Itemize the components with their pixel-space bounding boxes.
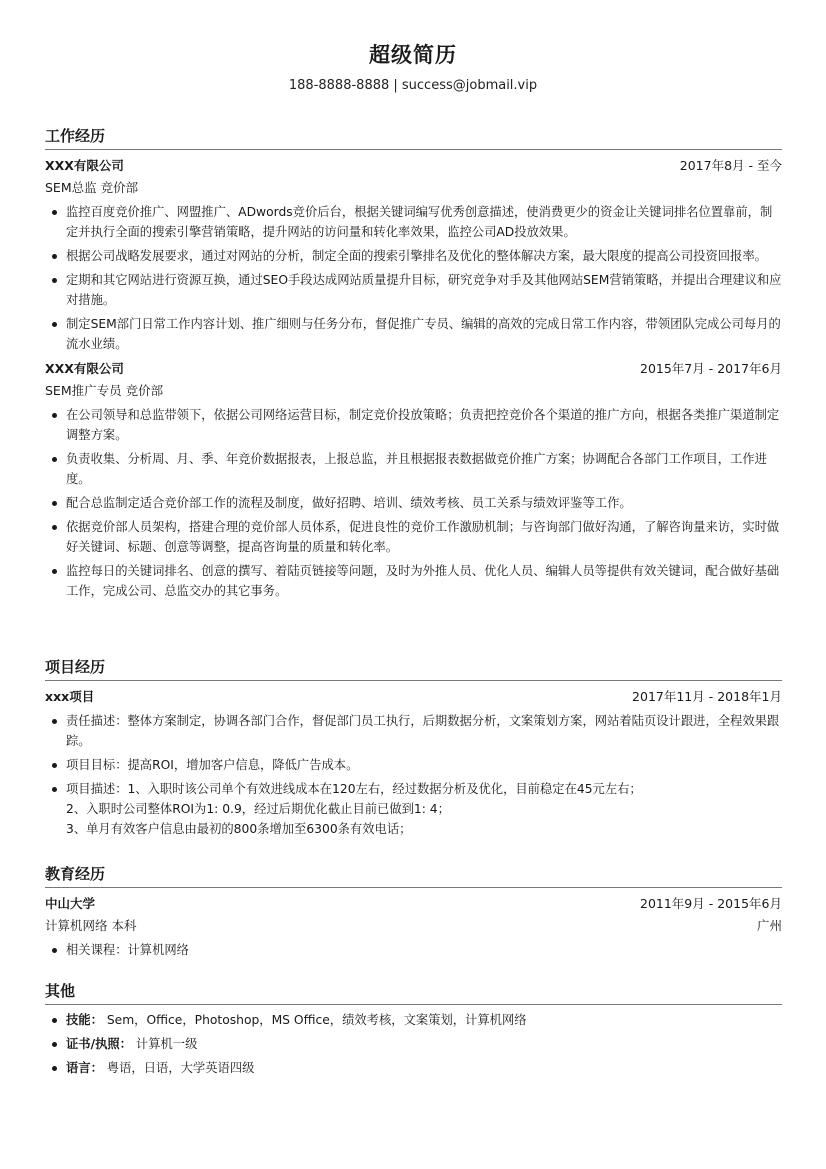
job-company: XXX有限公司 xyxy=(45,361,124,376)
list-item: 根据公司战略发展要求，通过对网站的分析，制定全面的搜索引擎排名及优化的整体解决方案，最大限度的提高公司投资回报率。 xyxy=(45,246,782,266)
job-entry xyxy=(45,358,782,601)
skills-value: Sem，Office，Photoshop，MS Office，绩效考核，文案策划，计算机网络 xyxy=(106,1013,527,1027)
education-section xyxy=(45,864,782,964)
languages-value: 粤语，日语，大学英语四级 xyxy=(106,1061,255,1075)
job-entry xyxy=(45,155,782,354)
skills-item xyxy=(45,1010,782,1030)
project-bullets xyxy=(45,711,782,839)
job-bullets xyxy=(45,405,782,601)
job-company: XXX有限公司 xyxy=(45,158,124,173)
languages-item xyxy=(45,1058,782,1078)
list-item: 负责收集、分析周、月、季、年竞价数据报表，上报总监，并且根据报表数据做竞价推广方案；协调配合各部门工作项目，工作进度。 xyxy=(45,449,782,489)
languages-label: 语言： xyxy=(66,1061,103,1075)
certificates-label: 证书/执照： xyxy=(66,1037,132,1051)
list-item: 相关课程：计算机网络 xyxy=(45,940,782,960)
list-item: 在公司领导和总监带领下，依据公司网络运营目标，制定竞价投放策略；负责把控竞价各个渠道的推广方向，根据各类推广渠道制定调整方案。 xyxy=(45,405,782,445)
project-desc-line: 3、单月有效客户信息由最初的800条增加至6300条有效电话； xyxy=(66,822,412,836)
job-bullets xyxy=(45,202,782,354)
certificates-item xyxy=(45,1034,782,1054)
job-date: 2015年7月 - 2017年6月 xyxy=(640,361,782,376)
education-major: 计算机网络 本科 xyxy=(45,918,137,933)
certificates-value: 计算机一级 xyxy=(135,1037,198,1051)
projects-section-title: 项目经历 xyxy=(45,657,782,681)
project-name: xxx项目 xyxy=(45,689,95,704)
school-name: 中山大学 xyxy=(45,896,96,911)
education-section-title: 教育经历 xyxy=(45,864,782,888)
job-role: SEM推广专员 竞价部 xyxy=(45,383,164,398)
resume-name: 超级简历 xyxy=(369,43,457,67)
list-item: 制定SEM部门日常工作内容计划、推广细则与任务分布，督促推广专员、编辑的高效的完成日常工作内容，带领团队完成公司每月的流水业绩。 xyxy=(45,314,782,354)
project-desc-line: 项目描述：1、入职时该公司单个有效进线成本在120左右，经过数据分析及优化，目前稳定在45元左右； xyxy=(66,782,642,796)
work-section-title: 工作经历 xyxy=(45,126,782,150)
job-role: SEM总监 竞价部 xyxy=(45,180,139,195)
job-date: 2017年8月 - 至今 xyxy=(679,158,782,173)
education-date: 2011年9月 - 2015年6月 xyxy=(640,896,782,911)
education-bullets xyxy=(45,940,782,960)
work-section xyxy=(45,126,782,605)
list-item xyxy=(45,779,782,839)
list-item: 定期和其它网站进行资源互换，通过SEO手段达成网站质量提升目标，研究竞争对手及其他网站SEM营销策略，并提出合理建议和应对措施。 xyxy=(45,270,782,310)
projects-section xyxy=(45,657,782,843)
list-item: 项目目标：提高ROI，增加客户信息，降低广告成本。 xyxy=(45,755,782,775)
other-section xyxy=(45,981,782,1082)
list-item: 监控百度竞价推广、网盟推广、ADwords竞价后台，根据关键词编写优秀创意描述，使消费更少的资金让关键词排名位置靠前，制定并执行全面的搜索引擎营销策略，提升网站的访问量和转化率效果，监控公司AD投放效果。 xyxy=(45,202,782,242)
education-location: 广州 xyxy=(756,918,782,933)
list-item: 监控每日的关键词排名、创意的撰写、着陆页链接等问题，及时为外推人员、优化人员、编辑人员等提供有效关键词，配合做好基础工作，完成公司、总监交办的其它事务。 xyxy=(45,561,782,601)
skills-label: 技能： xyxy=(66,1013,103,1027)
contact-info: 188-8888-8888 | success@jobmail.vip xyxy=(288,78,538,93)
other-section-title: 其他 xyxy=(45,981,782,1005)
project-date: 2017年11月 - 2018年1月 xyxy=(632,689,782,704)
other-bullets xyxy=(45,1010,782,1078)
list-item: 依据竞价部人员架构，搭建合理的竞价部人员体系，促进良性的竞价工作激励机制；与咨询部门做好沟通，了解咨询量来访，实时做好关键词、标题、创意等调整，提高咨询量的质量和转化率。 xyxy=(45,517,782,557)
list-item: 配合总监制定适合竞价部工作的流程及制度，做好招聘、培训、绩效考核、员工关系与绩效评鉴等工作。 xyxy=(45,493,782,513)
project-desc-line: 2、入职时公司整体ROI为1: 0.9，经过后期优化截止目前已做到1: 4； xyxy=(66,802,450,816)
list-item: 责任描述：整体方案制定，协调各部门合作，督促部门员工执行，后期数据分析，文案策划方案，网站着陆页设计跟进，全程效果跟踪。 xyxy=(45,711,782,751)
